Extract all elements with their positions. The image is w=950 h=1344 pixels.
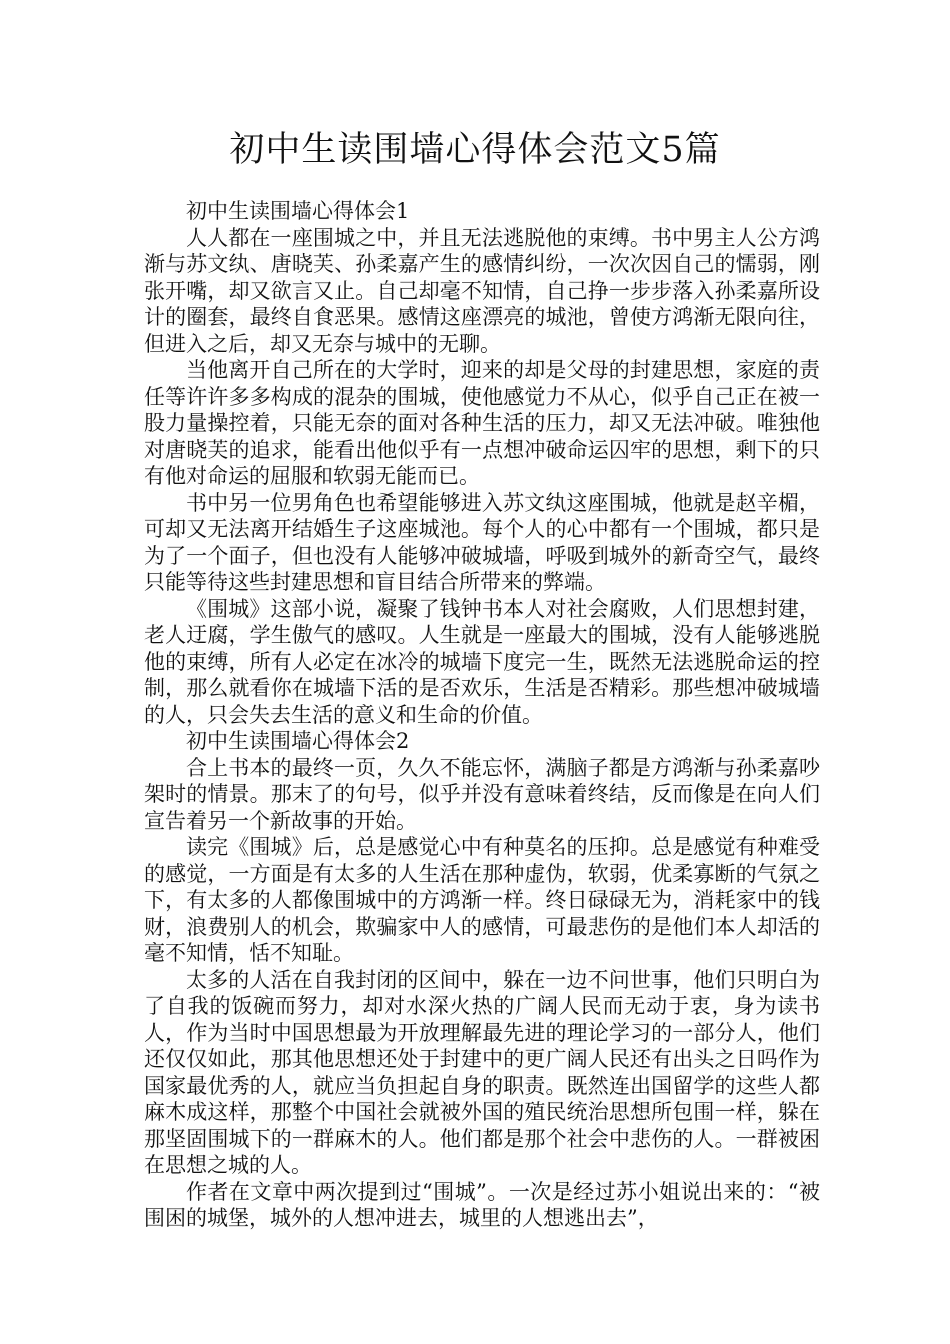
paragraph: 合上书本的最终一页，久久不能忘怀，满脑子都是方鸿渐与孙柔嘉吵架时的情景。那末了的句号，似乎并没有意味着终结，反而像是在向人们宣告着另一个新故事的开始。 xyxy=(144,755,820,833)
paragraph: 《围城》这部小说，凝聚了钱钟书本人对社会腐败，人们思想封建，老人迂腐，学生傲气的感叹。人生就是一座最大的围城，没有人能够逃脱他的束缚，所有人必定在冰冷的城墙下度完一生，既然无法逃脱命运的控制，那么就看你在城墙下活的是否欢乐，生活是否精彩。那些想冲破城墙的人，只会失去生活的意义和生命的价值。 xyxy=(144,596,820,727)
paragraph: 当他离开自己所在的大学时，迎来的却是父母的封建思想，家庭的责任等许许多多构成的混杂的围城，使他感觉力不从心，似乎自己正在被一股力量操控着，只能无奈的面对各种生活的压力，却又无法冲破。唯独他对唐晓芙的追求，能看出他似乎有一点想冲破命运囚牢的思想，剩下的只有他对命运的屈服和软弱无能而已。 xyxy=(144,358,820,488)
document-body xyxy=(144,198,820,1232)
paragraph: 太多的人活在自我封闭的区间中，躲在一边不问世事，他们只明白为了自我的饭碗而努力，却对水深火热的广阔人民而无动于衷，身为读书人，作为当时中国思想最为开放理解最先进的理论学习的一部分人，他们还仅仅如此，那其他思想还处于封建中的更广阔人民还有出头之日吗作为国家最优秀的人，就应当负担起自身的职责。既然连出国留学的这些人都麻木成这样，那整个中国社会就被外国的殖民统治思想所包围一样，躲在那坚固围城下的一群麻木的人。他们都是那个社会中悲伤的人。一群被困在思想之城的人。 xyxy=(144,967,820,1177)
paragraph: 作者在文章中两次提到过“围城”。一次是经过苏小姐说出来的：“被围困的城堡，城外的人想冲进去，城里的人想逃出去”， xyxy=(144,1179,820,1230)
document-title: 初中生读围墙心得体会范文5篇 xyxy=(229,130,721,170)
paragraph: 书中另一位男角色也希望能够进入苏文纨这座围城，他就是赵辛楣，可却又无法离开结婚生子这座城池。每个人的心中都有一个围城，都只是为了一个面子，但也没有人能够冲破城墙，呼吸到城外的新奇空气，最终只能等待这些封建思想和盲目结合所带来的弊端。 xyxy=(144,490,820,594)
paragraph: 读完《围城》后，总是感觉心中有种莫名的压抑。总是感觉有种难受的感觉，一方面是有太多的人生活在那种虚伪，软弱，优柔寡断的气氛之下，有太多的人都像围城中的方鸿渐一样。终日碌碌无为，消耗家中的钱财，浪费别人的机会，欺骗家中人的感情，可最悲伤的是他们本人却活的毫不知情，恬不知耻。 xyxy=(144,835,820,965)
section-heading: 初中生读围墙心得体会2 xyxy=(186,729,410,753)
paragraph: 人人都在一座围城之中，并且无法逃脱他的束缚。书中男主人公方鸿渐与苏文纨、唐晓芙、孙柔嘉产生的感情纠纷，一次次因自己的懦弱，刚张开嘴，却又欲言又止。自己却毫不知情，自己挣一步步落入孙柔嘉所设计的圈套，最终自食恶果。感情这座漂亮的城池，曾使方鸿渐无限向往，但进入之后，却又无奈与城中的无聊。 xyxy=(144,225,820,356)
section-heading: 初中生读围墙心得体会1 xyxy=(186,199,410,223)
